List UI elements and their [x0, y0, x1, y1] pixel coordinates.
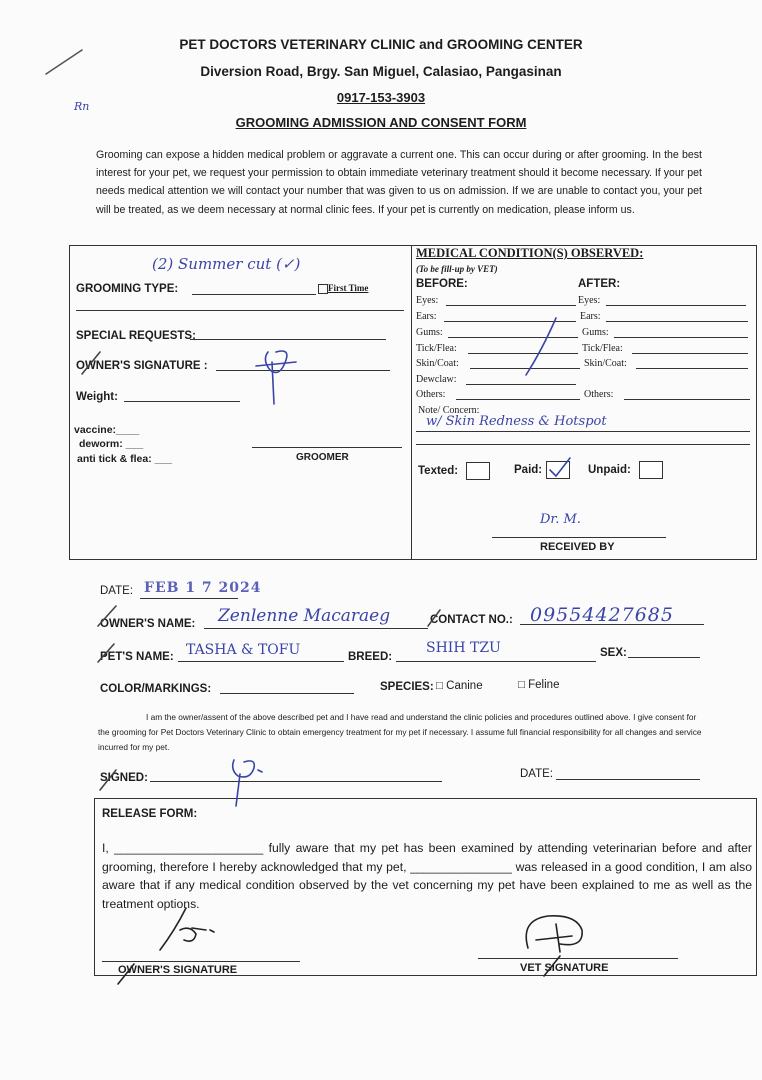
after-skin-line[interactable]: [636, 368, 748, 369]
form-title: GROOMING ADMISSION AND CONSENT FORM: [235, 115, 527, 130]
intro-paragraph: Grooming can expose a hidden medical problem or aggravate a current one. This can occur during or after grooming. In the best interest for your pet, we request your permission to obtain immediate veterinary treatment should it become necessary. If your pet needs medical attention we will contact your number that was given to us on admission. If we are unable to contact you, your pet will be treated, as we deem necessary at normal clinic fees. If your pet is currently on medication, please inform us.: [96, 149, 702, 216]
weight-line[interactable]: [124, 401, 240, 402]
grooming-type-line[interactable]: [192, 294, 316, 295]
sex-label: SEX:: [600, 647, 627, 659]
medical-subtitle: (To be fill-up by VET): [416, 264, 498, 274]
signed-date-line[interactable]: [556, 779, 700, 780]
clinic-name: PET DOCTORS VETERINARY CLINIC and GROOMING CENTER: [179, 37, 583, 52]
signed-label: SIGNED:: [100, 772, 148, 784]
first-time-label: First Time: [328, 283, 369, 293]
after-others-label: Others:: [584, 389, 614, 400]
before-eyes-label: Eyes:: [416, 295, 439, 306]
note-line-1[interactable]: [416, 431, 750, 432]
color-label: COLOR/MARKINGS:: [100, 683, 212, 695]
before-skin-line[interactable]: [470, 368, 580, 369]
before-dewclaw-label: Dewclaw:: [416, 374, 457, 385]
groomer-line[interactable]: [252, 447, 402, 448]
unpaid-label: Unpaid:: [588, 464, 631, 476]
after-tick-line[interactable]: [632, 353, 748, 354]
pet-name-line[interactable]: [178, 661, 344, 662]
after-gums-line[interactable]: [614, 337, 748, 338]
before-eyes-line[interactable]: [446, 305, 576, 306]
grooming-type-handwritten: (2) Summer cut (✓): [152, 255, 301, 273]
special-requests-line[interactable]: [190, 339, 386, 340]
date-line[interactable]: [140, 598, 238, 599]
after-eyes-line[interactable]: [606, 305, 746, 306]
before-label: BEFORE:: [416, 278, 468, 290]
before-dewclaw-line[interactable]: [466, 384, 576, 385]
owner-signature-label: OWNER'S SIGNATURE :: [76, 360, 208, 372]
anti-tick-label: anti tick & flea: ___: [77, 453, 173, 465]
species-label: SPECIES:: [380, 681, 434, 693]
pet-name-handwritten: TASHA & TOFU: [186, 642, 301, 658]
grooming-type-line-2[interactable]: [76, 310, 404, 311]
owner-release-sig-label: OWNER'S SIGNATURE: [118, 964, 238, 976]
after-skin-label: Skin/Coat:: [584, 358, 627, 369]
owner-name-line[interactable]: [204, 628, 428, 629]
received-signature: Dr. M.: [540, 512, 581, 527]
vet-sig-label: VET SIGNATURE: [520, 962, 609, 974]
special-requests-label: SPECIAL REQUESTS:: [76, 330, 196, 342]
release-paragraph: I, ______________________ fully aware that my pet has been examined by attending veterinarian before and after grooming, therefore I hereby acknowledged that my pet, _______________ was released in a good condition, I am also aware that if any medical condition observed by the vet concerning my pet have been explained to me as well as the treatment options.: [102, 841, 752, 911]
after-ears-line[interactable]: [606, 321, 748, 322]
paid-label: Paid:: [514, 464, 543, 476]
after-label: AFTER:: [578, 278, 621, 290]
sex-line[interactable]: [628, 657, 700, 658]
breed-handwritten: SHIH TZU: [426, 640, 501, 656]
vet-sig-line[interactable]: [478, 958, 678, 959]
groomer-label: GROOMER: [296, 452, 349, 463]
date-label: DATE:: [100, 585, 134, 597]
note-handwritten: w/ Skin Redness & Hotspot: [426, 414, 607, 429]
contact-handwritten: 09554427685: [530, 604, 674, 626]
after-tick-label: Tick/Flea:: [582, 343, 623, 354]
breed-label: BREED:: [348, 651, 393, 663]
deworm-label: deworm: ___: [79, 438, 144, 450]
contact-label: CONTACT NO.:: [430, 614, 513, 626]
before-ears-line[interactable]: [444, 321, 576, 322]
consent-paragraph: I am the owner/assent of the above described pet and I have read and understand the clinic policies and procedures outlined above. I give consent for the grooming for Pet Doctors Veterinary Clinic to obtain emergency treatment for my pet if necessary. I assume full financial responsibility for all changes and service incurred for my pet.: [98, 712, 702, 752]
before-others-line[interactable]: [456, 399, 580, 400]
weight-label: Weight:: [76, 391, 118, 403]
owner-release-sig-line[interactable]: [102, 961, 300, 962]
owner-signature-line[interactable]: [216, 370, 390, 371]
before-ears-label: Ears:: [416, 311, 437, 322]
unpaid-checkbox[interactable]: [639, 461, 663, 479]
texted-checkbox[interactable]: [466, 462, 490, 480]
owner-name-handwritten: Zenlenne Macaraeg: [218, 606, 391, 626]
canine-option[interactable]: □ Canine: [436, 680, 483, 692]
owner-name-label: OWNER'S NAME:: [100, 618, 196, 630]
paid-checkbox[interactable]: [546, 461, 570, 479]
signed-date-label: DATE:: [520, 768, 554, 780]
release-title: RELEASE FORM:: [102, 808, 198, 820]
before-tick-label: Tick/Flea:: [416, 343, 457, 354]
box-divider: [411, 245, 412, 559]
note-label: Note/ Concern:: [418, 405, 480, 416]
after-gums-label: Gums:: [582, 327, 609, 338]
first-time-checkbox[interactable]: [318, 284, 328, 294]
clinic-address: Diversion Road, Brgy. San Miguel, Calasiao, Pangasinan: [200, 64, 562, 79]
clinic-phone: 0917-153-3903: [336, 90, 426, 105]
before-tick-line[interactable]: [468, 353, 578, 354]
breed-line[interactable]: [396, 661, 596, 662]
before-skin-label: Skin/Coat:: [416, 358, 459, 369]
note-line-2[interactable]: [416, 444, 750, 445]
after-ears-label: Ears:: [580, 311, 601, 322]
feline-option[interactable]: □ Feline: [518, 679, 560, 691]
medical-title: MEDICAL CONDITION(S) OBSERVED:: [416, 246, 644, 260]
date-stamp: FEB 1 7 2024: [144, 580, 262, 596]
after-eyes-label: Eyes:: [578, 295, 601, 306]
contact-line[interactable]: [520, 624, 704, 625]
before-gums-line[interactable]: [448, 337, 578, 338]
received-label: RECEIVED BY: [540, 541, 615, 553]
grooming-type-label: GROOMING TYPE:: [76, 283, 179, 295]
color-line[interactable]: [220, 693, 354, 694]
before-others-label: Others:: [416, 389, 446, 400]
margin-note: Rn: [74, 100, 90, 113]
received-line[interactable]: [492, 537, 666, 538]
pet-name-label: PET'S NAME:: [100, 651, 174, 663]
texted-label: Texted:: [418, 465, 459, 477]
vaccine-label: vaccine:____: [74, 424, 140, 436]
after-others-line[interactable]: [624, 399, 750, 400]
before-gums-label: Gums:: [416, 327, 443, 338]
signed-line[interactable]: [150, 781, 442, 782]
